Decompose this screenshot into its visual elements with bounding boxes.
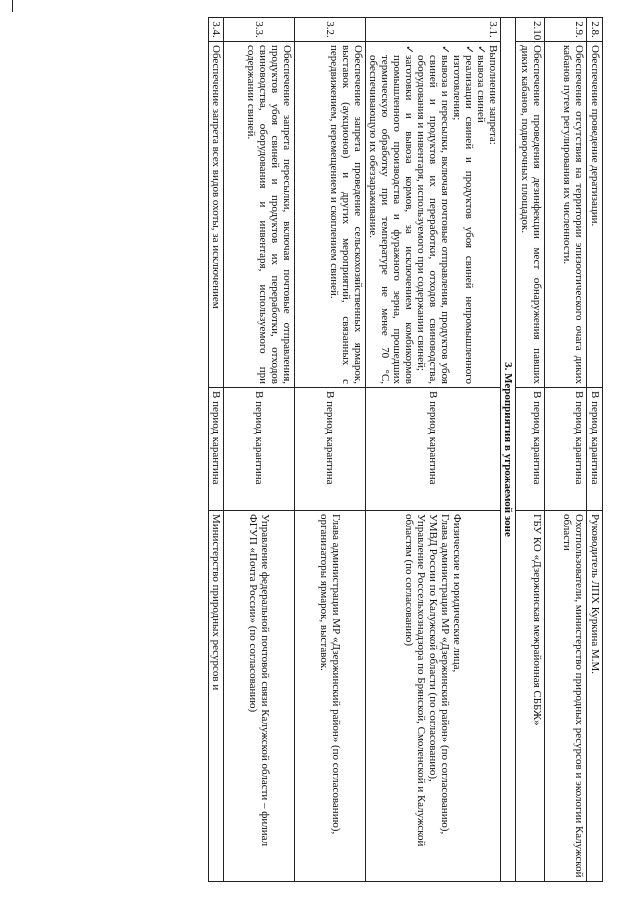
responsible-line: Глава администрации МР «Дзержинский район» (по согласованию), [439, 514, 451, 835]
responsible-cell: Глава администрации МР «Дзержинский район» (по согласованию), организаторы ярмарок, выставок. [295, 511, 366, 882]
table-row [209, 18, 224, 882]
list-item: ✓ заготовки и вывоза кормов, за исключением комбикормов промышленного производства и фуражного зерна, прошедших термическую обработку при температуре не менее 70 °С, обеспечивающую их обеззараживание. [367, 45, 415, 384]
checkmark-icon: ✓ [475, 45, 487, 55]
measure-cell: Обеспечение запрета проведение сельскохозяйственных ярмарок, выставок (аукционов) и других мероприятий, связанных с передвижением, перемещением и скоплением свиней. [295, 42, 366, 388]
measure-cell: Обеспечение отсутствия на территории эпизоотического очага диких кабанов путем регулирования их численности. [545, 42, 587, 388]
row-number: 3.3. [224, 18, 295, 42]
row-number: 2.8. [587, 18, 603, 42]
term-cell: В период карантина [587, 388, 603, 511]
table-row [224, 18, 295, 882]
section-header-row [501, 18, 516, 882]
measure-cell: Обеспечение проведение дератизации. [587, 42, 603, 388]
responsible-cell: ГБУ КО «Дзержинская межрайонная СББЖ» [516, 511, 545, 882]
responsible-cell: Министерство природных ресурсов и [209, 511, 224, 882]
term-cell: В период карантина [516, 388, 545, 511]
measure-cell: Обеспечение запрета пересылки, включая почтовые отправления, продуктов убоя свиней и продуктов их переработки, отходов свиноводства, оборудования и инвентаря, используемого при содержании свиней. [224, 42, 295, 388]
checkmark-icon: ✓ [403, 45, 415, 55]
table-row [295, 18, 366, 882]
list-item: ✓ реализации свиней и продуктов убоя свиней непромышленного изготовления; [451, 45, 475, 384]
term-cell: В период карантина [209, 388, 224, 511]
table-row [366, 18, 501, 882]
term-cell: В период карантина [224, 388, 295, 511]
rotated-table-region [28, 17, 603, 881]
measure-cell: Обеспечение проведения дезинфекции мест обнаружения павших диких кабанов, подворочных площадок. [516, 42, 545, 388]
measures-table [208, 17, 603, 882]
measure-cell [366, 42, 501, 388]
table-row [587, 18, 603, 882]
responsible-line: Физические и юридические лица, [451, 514, 463, 673]
term-cell: В период карантина [295, 388, 366, 511]
responsible-cell: Охотпользователи, министерство природных ресурсов и экологии Калужской области [545, 511, 587, 882]
table-row [516, 18, 545, 882]
row-number: 3.2. [295, 18, 366, 42]
list-item: ✓ вывоза и пересылки, включая почтовые отправления, продуктов убоя свиней и продуктов их переработки, отходов свиноводства, оборудования и инвентаря, используемого при содержании свиней; [415, 45, 451, 384]
term-cell: В период карантина [366, 388, 501, 511]
responsible-cell: Управление федеральной почтовой связи Калужской области – филиал ФГУП «Почта России» (по согласованию) [224, 511, 295, 882]
responsible-line: Управление Россельхознадзора по Брянской, Смоленской и Калужской областям (по согласованию) [403, 514, 427, 847]
measure-cell: Обеспечение запрета всех видов охоты, за исключением [209, 42, 224, 388]
checkmark-icon: ✓ [463, 45, 475, 55]
term-cell: В период карантина [545, 388, 587, 511]
row-number: 2.9. [545, 18, 587, 42]
responsible-cell [366, 511, 501, 882]
section-title: 3. Мероприятия в угрожаемой зоне [501, 18, 516, 882]
row-number: 3.4. [209, 18, 224, 42]
scan-margin-mark [12, 0, 13, 12]
row-number: 2.10. [516, 18, 545, 42]
list-item: ✓ вывоза свиней [475, 45, 487, 123]
measure-intro: Выполнение запрета: [487, 45, 499, 145]
table-row [545, 18, 587, 882]
responsible-line: УМВД России по Калужской области (по согласованию), [427, 514, 439, 782]
row-number: 3.1. [366, 18, 501, 42]
responsible-cell: Руководитель ЛПХ Куркина М.М. [587, 511, 603, 882]
checkmark-icon: ✓ [439, 45, 451, 55]
